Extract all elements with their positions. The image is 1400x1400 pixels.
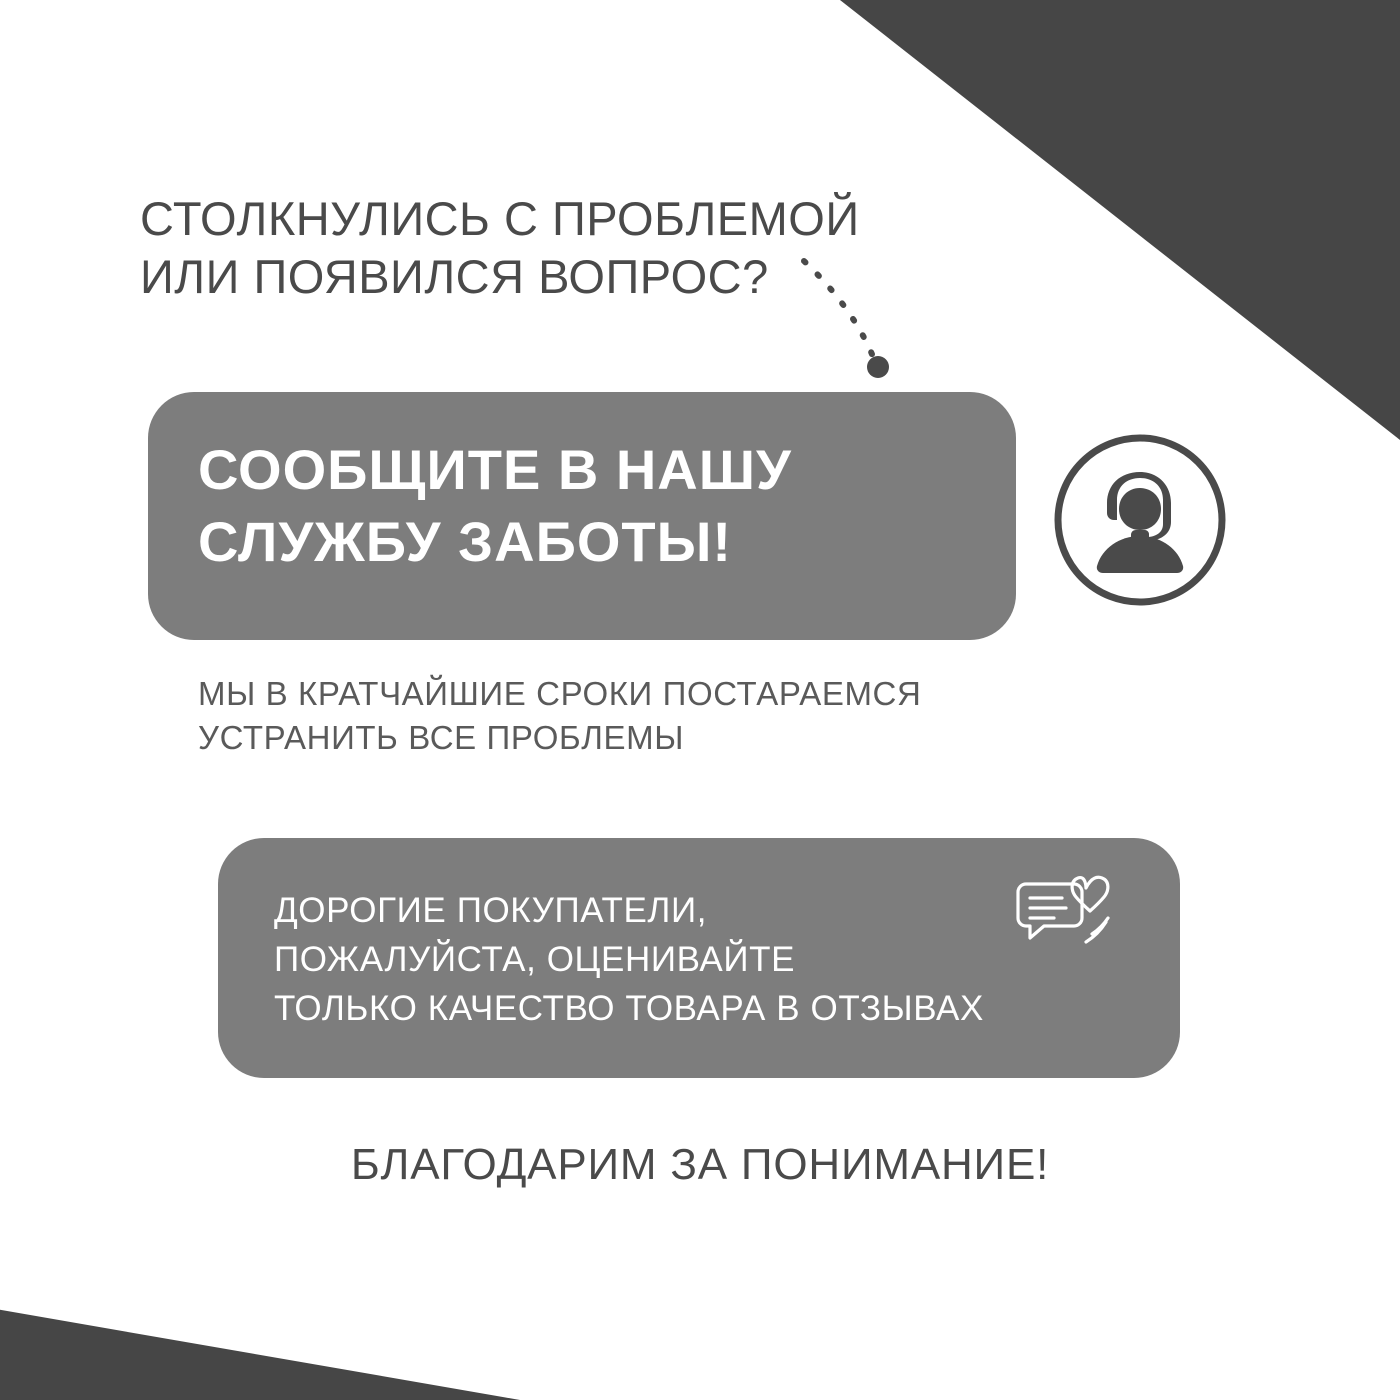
support-banner-line-2: СЛУЖБУ ЗАБОТЫ! bbox=[198, 509, 733, 573]
headline-line-1: СТОЛКНУЛИСЬ С ПРОБЛЕМОЙ bbox=[140, 192, 860, 245]
review-banner-text bbox=[274, 886, 1124, 1033]
review-banner-line-2: ПОЖАЛУЙСТА, ОЦЕНИВАЙТЕ bbox=[274, 940, 796, 979]
headset-support-operator-icon bbox=[1052, 432, 1228, 608]
corner-decoration-bottom-left bbox=[0, 1290, 520, 1400]
review-banner-line-1: ДОРОГИЕ ПОКУПАТЕЛИ, bbox=[274, 891, 708, 930]
subtitle-line-1: МЫ В КРАТЧАЙШИЕ СРОКИ ПОСТАРАЕМСЯ bbox=[198, 675, 922, 712]
footer-text: БЛАГОДАРИМ ЗА ПОНИМАНИЕ! bbox=[350, 1140, 1050, 1189]
support-banner-line-1: СООБЩИТЕ В НАШУ bbox=[198, 438, 792, 501]
subtitle bbox=[198, 672, 1068, 760]
review-message-heart-icon bbox=[1000, 862, 1120, 962]
dotted-arrow-icon bbox=[800, 255, 910, 385]
review-banner-line-3: ТОЛЬКО КАЧЕСТВО ТОВАРА В ОТЗЫВАХ bbox=[274, 989, 984, 1028]
support-banner-text bbox=[198, 434, 966, 577]
headline-line-2: ИЛИ ПОЯВИЛСЯ ВОПРОС? bbox=[140, 249, 769, 303]
support-banner bbox=[148, 392, 1016, 640]
subtitle-line-2: УСТРАНИТЬ ВСЕ ПРОБЛЕМЫ bbox=[198, 719, 685, 757]
